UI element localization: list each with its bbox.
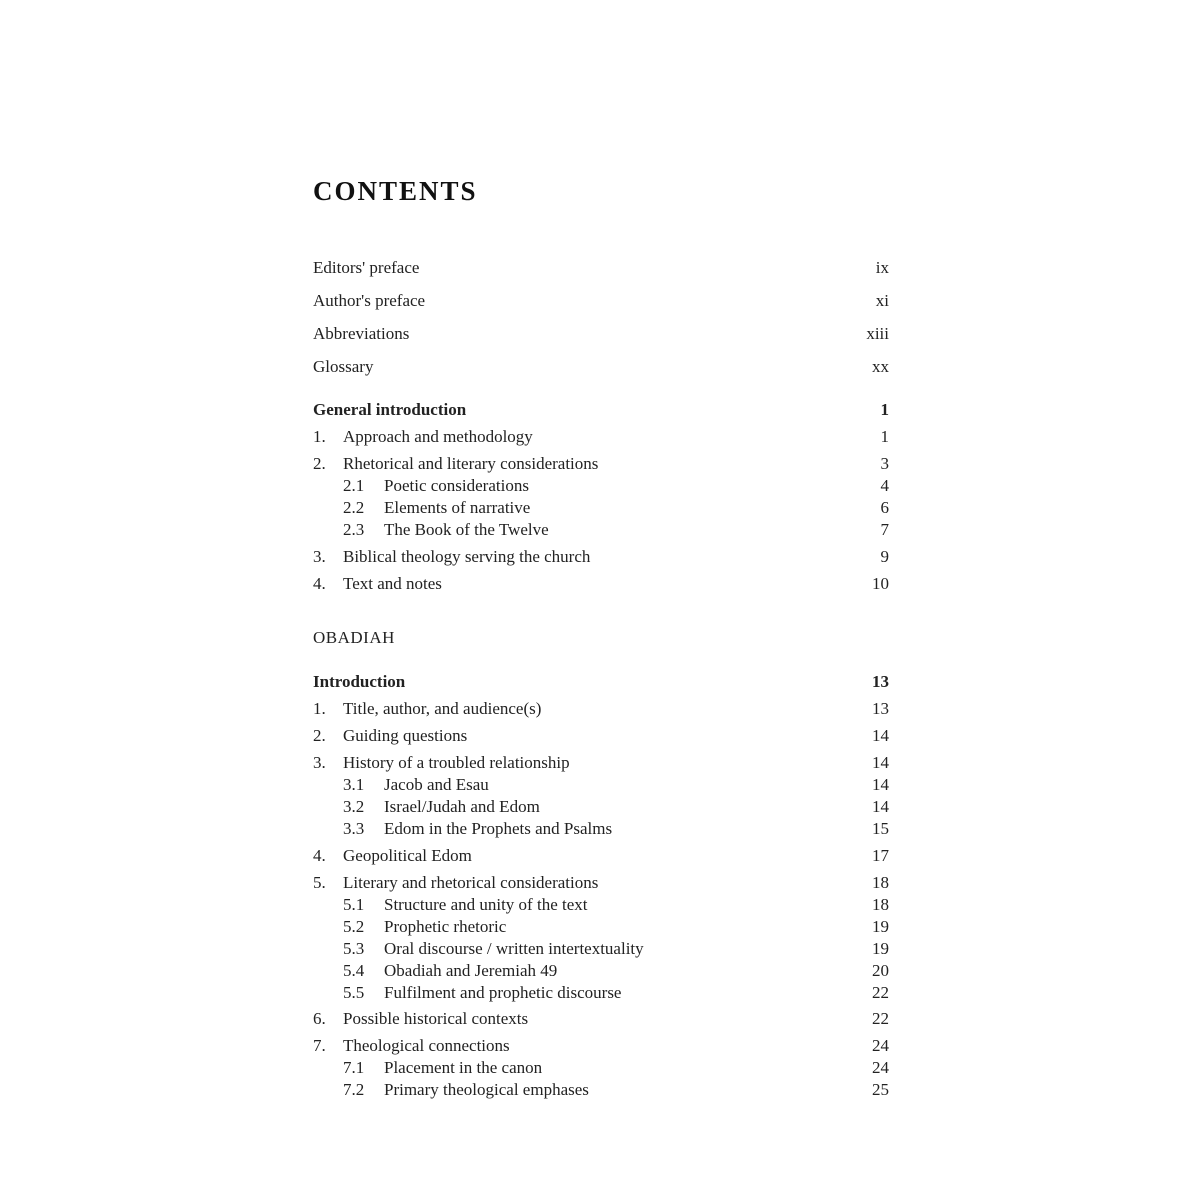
toc-entry-title <box>313 917 506 937</box>
toc-entry-label: Author's preface <box>313 291 426 310</box>
contents-page <box>313 0 889 1200</box>
toc-entry <box>313 819 889 839</box>
toc-entry <box>313 1036 889 1056</box>
toc-entry-label: Prophetic rhetoric <box>384 917 507 936</box>
toc-entry-label: Poetic considerations <box>384 476 529 495</box>
toc-entry-label: Abbreviations <box>313 324 410 343</box>
toc-entry-title <box>313 520 549 540</box>
toc-entry-label: Structure and unity of the text <box>384 895 588 914</box>
toc-entry-number: 1. <box>313 699 326 718</box>
toc-entry-page: 6 <box>880 498 889 517</box>
toc-entry-number: 2.1 <box>343 476 365 495</box>
toc-entry-number: 5.5 <box>343 983 365 1002</box>
page-title: CONTENTS <box>313 176 478 206</box>
toc-entry-label: Placement in the canon <box>384 1058 543 1077</box>
toc-entry-title <box>313 400 466 420</box>
toc-entry-page: 14 <box>872 726 889 745</box>
toc-entry-page: 9 <box>880 547 889 566</box>
toc-entry-page: 18 <box>872 873 889 892</box>
toc-entry <box>313 258 889 278</box>
toc-entry-number: 3.1 <box>343 775 365 794</box>
toc-entry-number: 3.2 <box>343 797 365 816</box>
toc-entry-page: 15 <box>872 819 889 838</box>
toc-entry-page: ix <box>875 258 889 277</box>
toc-entry-title <box>313 797 540 817</box>
toc-entry-title <box>313 753 570 773</box>
toc-entry-title <box>313 427 533 447</box>
toc-entry-label: The Book of the Twelve <box>384 520 549 539</box>
toc-entry-label: History of a troubled relationship <box>343 753 570 772</box>
toc-entry <box>313 547 889 567</box>
toc-entry-page: xiii <box>866 324 889 343</box>
toc-entry <box>313 476 889 496</box>
toc-entry-label: Literary and rhetorical considerations <box>343 873 599 892</box>
toc-entry <box>313 1058 889 1078</box>
toc-entry-title <box>313 1009 528 1029</box>
toc-entry-label: Israel/Judah and Edom <box>384 797 540 816</box>
toc-entry-page: 14 <box>872 775 889 794</box>
toc-entry-label: Title, author, and audience(s) <box>343 699 542 718</box>
toc-entry-title <box>313 873 598 893</box>
toc-entry <box>313 873 889 893</box>
toc-entry-page: 14 <box>872 797 889 816</box>
toc-entry-title <box>313 726 467 746</box>
toc-entry-number: 5.2 <box>343 917 365 936</box>
toc-entry-number: 5.3 <box>343 939 365 958</box>
toc-entry-page: 19 <box>872 917 889 936</box>
toc-entry-label: OBADIAH <box>313 628 395 647</box>
toc-entry-label: Theological connections <box>343 1036 510 1055</box>
toc-entry-label: Edom in the Prophets and Psalms <box>384 819 613 838</box>
toc-entry-title <box>313 547 590 567</box>
toc-entry-label: Biblical theology serving the church <box>343 547 591 566</box>
toc-entry-page: 25 <box>872 1080 889 1099</box>
toc-entry-title <box>313 699 541 719</box>
toc-entry <box>313 917 889 937</box>
toc-entry-label: Glossary <box>313 357 374 376</box>
toc-entry-label: Editors' preface <box>313 258 420 277</box>
toc-entry-title <box>313 1058 542 1078</box>
toc-entry-number: 2.3 <box>343 520 365 539</box>
toc-entry-page: 20 <box>872 961 889 980</box>
toc-entry-number: 2. <box>313 726 326 745</box>
toc-entry-label: Obadiah and Jeremiah 49 <box>384 961 558 980</box>
toc-entry-title <box>313 983 621 1003</box>
toc-entry-page: 24 <box>872 1058 889 1077</box>
toc-entry-number: 6. <box>313 1009 326 1028</box>
toc-entry-page: 13 <box>872 699 889 718</box>
toc-entry <box>313 672 889 692</box>
toc-entry-label: Geopolitical Edom <box>343 846 472 865</box>
toc-entry <box>313 400 889 420</box>
toc-entry <box>313 983 889 1003</box>
toc-entry-number: 5. <box>313 873 326 892</box>
toc-entry-page: 18 <box>872 895 889 914</box>
toc-entry <box>313 427 889 447</box>
toc-entry-label: Fulfilment and prophetic discourse <box>384 983 622 1002</box>
toc-entry <box>313 1009 889 1029</box>
toc-entry <box>313 574 889 594</box>
toc-entry-number: 1. <box>313 427 326 446</box>
toc-entry-label: General introduction <box>313 400 467 419</box>
toc-entry-title <box>313 819 612 839</box>
toc-entry-title <box>313 1036 510 1056</box>
toc-entry-label: Text and notes <box>343 574 442 593</box>
toc-entry-label: Guiding questions <box>343 726 468 745</box>
toc-entry-title <box>313 258 419 278</box>
toc-entry-number: 2. <box>313 454 326 473</box>
toc-entry-title <box>313 498 530 518</box>
toc-entry-label: Elements of narrative <box>384 498 531 517</box>
toc-entry-page: 17 <box>872 846 889 865</box>
toc-entry <box>313 699 889 719</box>
toc-entry <box>313 846 889 866</box>
toc-entry-number: 3. <box>313 753 326 772</box>
toc-entry-number: 5.1 <box>343 895 365 914</box>
toc-entry <box>313 520 889 540</box>
toc-entry-page: 1 <box>880 400 889 419</box>
toc-entry-page: 22 <box>872 1009 889 1028</box>
toc-entry <box>313 498 889 518</box>
toc-entry-title <box>313 476 529 496</box>
toc-entry-title <box>313 939 644 959</box>
toc-entry-label: Rhetorical and literary considerations <box>343 454 599 473</box>
toc-entry-title <box>313 961 557 981</box>
toc-entry-title <box>313 628 395 648</box>
toc-entry-label: Primary theological emphases <box>384 1080 589 1099</box>
toc-entry-page: 3 <box>880 454 889 473</box>
toc-entry-title <box>313 846 472 866</box>
toc-entry <box>313 324 889 344</box>
toc-entry-page: 10 <box>872 574 889 593</box>
toc-entry-page: 13 <box>872 672 889 691</box>
toc-entry <box>313 1080 889 1100</box>
toc-entry-page: 19 <box>872 939 889 958</box>
toc-entry-title <box>313 895 587 915</box>
toc-entry-number: 3. <box>313 547 326 566</box>
toc-entry-page: 7 <box>880 520 889 539</box>
toc-entry-page: 22 <box>872 983 889 1002</box>
toc-entry-label: Introduction <box>313 672 406 691</box>
toc-entry-title <box>313 291 425 311</box>
toc-entry-page: 1 <box>880 427 889 446</box>
toc-entry <box>313 797 889 817</box>
toc-entry-title <box>313 357 373 377</box>
toc-entry-number: 7.2 <box>343 1080 365 1099</box>
toc-entry-number: 7.1 <box>343 1058 365 1077</box>
toc-entry <box>313 961 889 981</box>
toc-entry-page: 14 <box>872 753 889 772</box>
toc-entry-number: 4. <box>313 846 326 865</box>
toc-entry <box>313 895 889 915</box>
toc-entry-number: 5.4 <box>343 961 365 980</box>
toc-entry-page: 24 <box>872 1036 889 1055</box>
toc-entry-title <box>313 672 405 692</box>
toc-entry <box>313 726 889 746</box>
toc-entry-page: xi <box>875 291 889 310</box>
toc-entry <box>313 357 889 377</box>
toc-entry <box>313 753 889 773</box>
toc-entry-page: xx <box>872 357 889 376</box>
toc-entry-page: 4 <box>880 476 889 495</box>
toc-entry <box>313 628 889 648</box>
toc-entry <box>313 775 889 795</box>
toc-entry-label: Approach and methodology <box>343 427 533 446</box>
toc-entry <box>313 939 889 959</box>
toc-entry-number: 4. <box>313 574 326 593</box>
toc-entry-title <box>313 324 409 344</box>
toc-entry-label: Jacob and Esau <box>384 775 489 794</box>
toc-entry-number: 2.2 <box>343 498 365 517</box>
toc-entry-title <box>313 574 442 594</box>
toc-entry-title <box>313 775 489 795</box>
toc-entry-title <box>313 1080 589 1100</box>
toc-entry-label: Possible historical contexts <box>343 1009 529 1028</box>
toc-entry-label: Oral discourse / written intertextuality <box>384 939 644 958</box>
toc-entry-number: 7. <box>313 1036 326 1055</box>
toc-entry-number: 3.3 <box>343 819 365 838</box>
toc-entry <box>313 291 889 311</box>
toc-entry-title <box>313 454 598 474</box>
toc-entry <box>313 454 889 474</box>
